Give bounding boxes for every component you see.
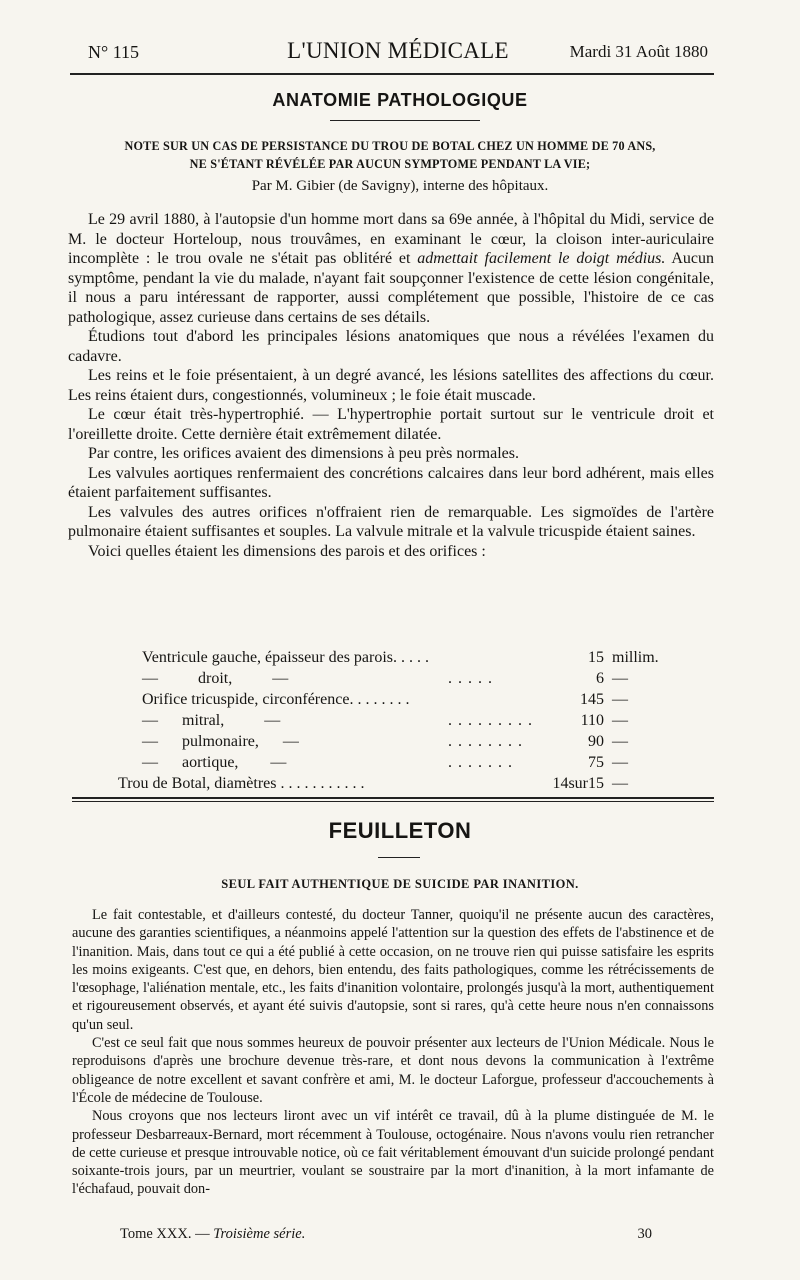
- paragraph: C'est ce seul fait que nous sommes heureux de pouvoir présenter aux lecteurs de l'Union Médicale. Nous le reproduisons d'après une brochure devenue très-rare, et dont nous devons la communication à l'extrême obligeance de notre excellent et savant confrère et ami, M. le docteur Laforgue, professeur d'accouchements à l'École de médecine de Toulouse.: [72, 1035, 714, 1106]
- paragraph: Les reins et le foie présentaient, à un degré avancé, les lésions satellites des affections du cœur. Les reins étaient durs, congestionnés, volumineux ; le foie était muscade.: [68, 367, 714, 404]
- paragraph-text: Le 29 avril 1880, à l'autopsie d'un homme mort dans sa 69e année, à l'hôpital du Midi, service de M. le docteur Horteloup, nous trouvâmes, en examinant le cœur, la cloison inter-auriculaire incomplète : le trou ovale ne s'était pas oblitéré et: [68, 211, 714, 267]
- feuilleton-rule: [72, 797, 714, 799]
- dimension-row: [68, 710, 714, 731]
- page-header: [88, 38, 708, 68]
- paragraph: Par contre, les orifices avaient des dimensions à peu près normales.: [88, 445, 519, 462]
- paragraph: Étudions tout d'abord les principales lésions anatomiques que nous a révélées l'examen du cadavre.: [68, 328, 714, 365]
- dimension-row: [68, 731, 714, 752]
- paragraph: Les valvules aortiques renfermaient des concrétions calcaires dans leur bord adhérent, mais elles étaient parfaitement suffisantes.: [68, 464, 714, 501]
- section-title: ANATOMIE PATHOLOGIQUE: [272, 90, 528, 110]
- paragraph: [68, 210, 714, 327]
- header-rule: [70, 73, 714, 75]
- dimension-label: Orifice tricuspide, circonférence. . . . . . . .: [142, 691, 410, 708]
- dimension-label: — aortique, —: [142, 754, 287, 771]
- volume-info: [120, 1226, 305, 1243]
- issue-number: N° 115: [88, 42, 140, 62]
- dimension-value: 6: [596, 670, 604, 687]
- dimension-unit: —: [612, 712, 628, 729]
- dimension-label: Trou de Botal, diamètres . . . . . . . . . . .: [118, 775, 365, 792]
- dimension-value: 75: [588, 754, 604, 771]
- dimension-value: 90: [588, 733, 604, 750]
- leader-dots: . . . . .: [448, 670, 493, 687]
- section-rule: [330, 120, 480, 121]
- dimension-label: — mitral, —: [142, 712, 281, 729]
- dimension-value: 110: [580, 712, 604, 729]
- article-body: [68, 210, 714, 561]
- dimension-label: — droit, —: [142, 670, 289, 687]
- dimension-value: 14sur15: [552, 775, 604, 792]
- paragraph: Le cœur était très-hypertrophié. — L'hypertrophie portait surtout sur le ventricule droit et l'oreillette droite. Cette dernière était extrêmement dilatée.: [68, 406, 714, 443]
- dimension-value: 15: [588, 649, 604, 666]
- note-title-line-1: NOTE SUR UN CAS DE PERSISTANCE DU TROU DE BOTAL CHEZ UN HOMME DE 70 ANS,: [124, 139, 656, 153]
- dimension-row: [68, 647, 714, 668]
- dimension-row: [68, 773, 714, 794]
- dimension-row: [68, 752, 714, 773]
- dimensions-table: [68, 647, 714, 794]
- dimension-unit: —: [612, 670, 628, 687]
- dimension-row: [68, 689, 714, 710]
- italic-phrase: admettait facilement le doigt médius.: [417, 250, 666, 267]
- dimension-value: 145: [580, 691, 604, 708]
- feuilleton-rule: [72, 801, 714, 802]
- dimension-unit: —: [612, 775, 628, 792]
- note-title: [66, 137, 714, 173]
- feuilleton-title-rule: [378, 857, 420, 858]
- leader-dots: . . . . . . . . .: [448, 712, 533, 729]
- dimension-label: — pulmonaire, —: [142, 733, 299, 750]
- dimension-unit: —: [612, 754, 628, 771]
- dimension-unit: —: [612, 691, 628, 708]
- dimension-row: [68, 668, 714, 689]
- paragraph: Nous croyons que nos lecteurs liront avec un vif intérêt ce travail, dû à la plume distinguée de M. le professeur Desbarreaux-Bernard, mort récemment à Toulouse, octogénaire. Nous n'avons voulu rien retrancher de cette curieuse et presque introuvable notice, où ce fait véritablement émouvant d'un suicide prolongé pendant soixante-trois jours, par un meurtrier, voulant se soustraire par la mort d'inanition, à la mort infamante de l'échafaud, pouvait don-: [72, 1108, 714, 1198]
- dimension-label: Ventricule gauche, épaisseur des parois. . . . .: [142, 649, 430, 666]
- feuilleton-body: [72, 906, 714, 1199]
- tome-label: Tome XXX. —: [120, 1226, 214, 1242]
- journal-title: L'UNION MÉDICALE: [287, 38, 509, 63]
- author-line: Par M. Gibier (de Savigny), interne des hôpitaux.: [251, 178, 549, 194]
- paragraph: Voici quelles étaient les dimensions des parois et des orifices :: [88, 542, 486, 560]
- feuilleton-subtitle: SEUL FAIT AUTHENTIQUE DE SUICIDE PAR INANITION.: [221, 877, 579, 891]
- note-title-line-2: NE S'ÉTANT RÉVÉLÉE PAR AUCUN SYMPTOME PENDANT LA VIE;: [189, 157, 591, 171]
- issue-date: Mardi 31 Août 1880: [569, 42, 708, 61]
- leader-dots: . . . . . . .: [448, 754, 513, 771]
- dimension-unit: —: [612, 733, 628, 750]
- paragraph-text: Aucun symptôme, pendant la vie du malade, n'ayant fait soupçonner l'existence de cette lésion congénitale, il nous a paru intéressant de rapporter, aussi complétement que possible, l'histoire de ce cas pathologique, assez curieuse dans certains de ses détails.: [68, 250, 715, 326]
- dimension-unit: millim.: [612, 649, 659, 666]
- paragraph: Les valvules des autres orifices n'offraient rien de remarquable. Les sigmoïdes de l'artère pulmonaire étaient suffisantes et souples. La valvule mitrale et la valvule tricuspide étaient saines.: [68, 503, 714, 540]
- paragraph: Le fait contestable, et d'ailleurs contesté, du docteur Tanner, quoiqu'il ne présente aucun des caractères, aucune des garanties scientifiques, a néanmoins appelé l'attention sur la question des effets de l'abstinence et de l'inanition. Mais, dans tout ce qui a été publié à cette occasion, on ne trouve rien qui puisse satisfaire les esprits les moins exigeants. C'est que, en dehors, bien entendu, des faits pathologiques, comme les rétrécissements de l'œsophage, l'aliénation mentale, etc., les faits d'inanition volontaire, prolongés jusqu'à la mort, authentiquement et rigoureusement observés, et ayant été suivis d'autopsie, sont si rares, qu'à cette heure nous n'en connaissons qu'un seul.: [72, 907, 714, 1033]
- leader-dots: . . . . . . . .: [448, 733, 523, 750]
- page-number: 30: [637, 1226, 652, 1242]
- series-label: Troisième série.: [213, 1226, 306, 1242]
- feuilleton-title: FEUILLETON: [328, 818, 472, 843]
